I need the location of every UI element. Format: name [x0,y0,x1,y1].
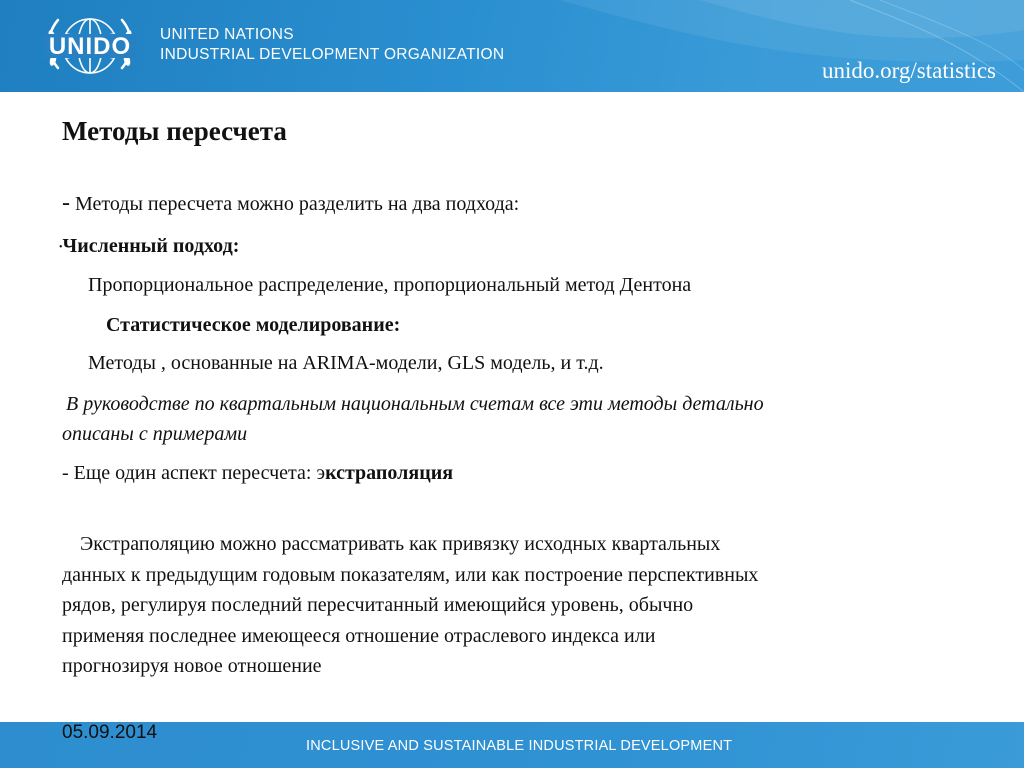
footer-tagline: INCLUSIVE AND SUSTAINABLE INDUSTRIAL DEVELOPMENT [306,738,733,754]
numeric-heading-text: Численный подход: [62,235,240,257]
unido-emblem-icon [40,6,140,86]
org-name-line-2: INDUSTRIAL DEVELOPMENT ORGANIZATION [160,46,505,63]
stat-modeling-heading: Статистическое моделирование: [106,314,401,336]
extrapolation-prefix: - Еще один аспект пересчета: э [62,462,326,484]
paragraph-line: рядов, регулируя последний пересчитанный имеющийся уровень, обычно [62,594,694,616]
bullet-icon: • [59,241,63,253]
header-band [0,0,1024,92]
intro-text: Методы пересчета можно разделить на два подхода: [70,193,520,215]
extrapolation-term: кстраполяция [325,462,454,484]
guide-note-line-1: В руководстве по квартальным национальным счетам все эти методы детально [66,393,764,415]
paragraph-line: данных к предыдущим годовым показателям, или как построение перспективных [62,563,759,586]
guide-note-line-2: описаны с примерами [62,423,248,445]
svg-text:UNIDO: UNIDO [48,33,132,60]
stat-modeling-text: Методы , основанные на ARIMA-модели, GLS модель, и т.д. [88,352,604,374]
numeric-approach-heading [59,235,239,258]
org-name-line-1: UNITED NATIONS [160,26,294,43]
intro-line [62,190,519,217]
slide-title: Методы пересчета [62,116,287,146]
paragraph-line: Экстраполяцию можно рассматривать как привязку исходных квартальных [80,533,721,555]
intro-dash: - [62,190,70,216]
slide-date: 05.09.2014 [62,722,158,743]
extrapolation-line [62,462,453,485]
extrapolation-paragraph [62,529,962,682]
paragraph-line: прогнозируя новое отношение [62,655,322,677]
numeric-approach-text: Пропорциональное распределение, пропорциональный метод Дентона [88,274,692,296]
site-url-link[interactable]: unido.org/statistics [822,58,996,83]
paragraph-line: применяя последнее имеющееся отношение отраслевого индекса или [62,624,656,647]
